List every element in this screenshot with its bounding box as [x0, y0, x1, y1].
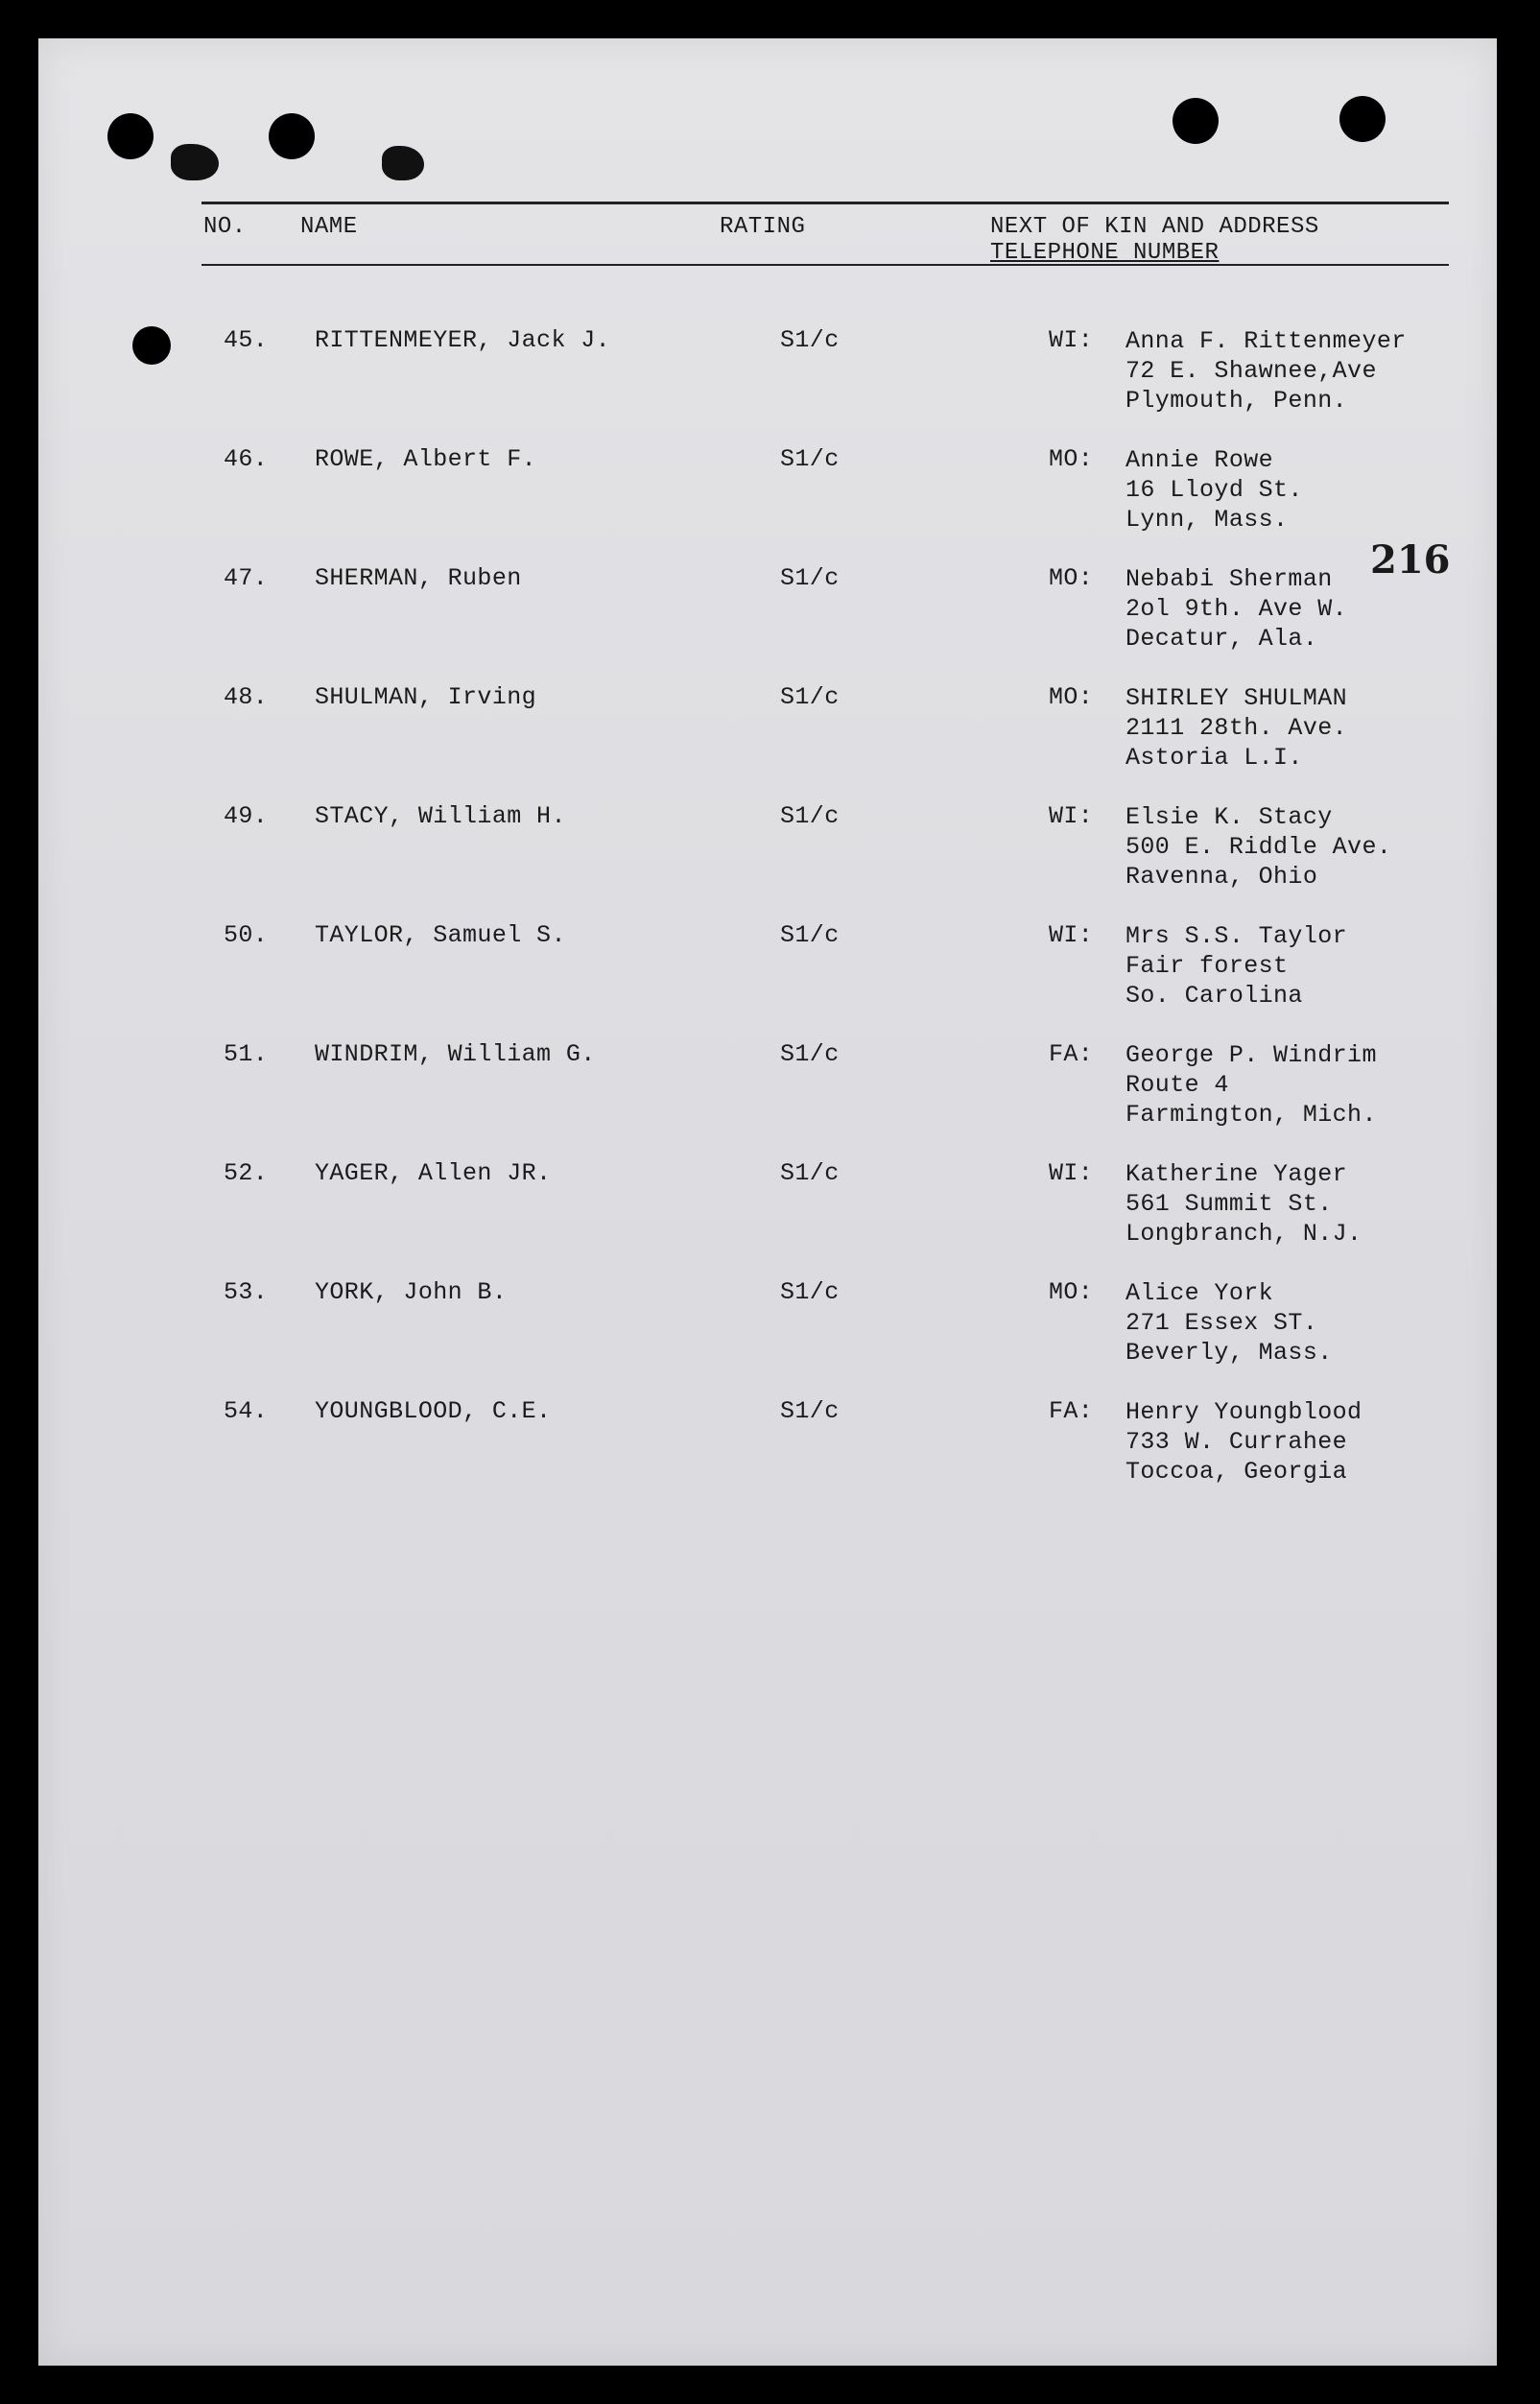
- punch-hole: [107, 113, 154, 159]
- row-name: WINDRIM, William G.: [315, 1040, 596, 1068]
- row-name: YOUNGBLOOD, C.E.: [315, 1397, 552, 1425]
- table-row: [38, 564, 1497, 683]
- table-row: [38, 683, 1497, 802]
- row-name: YAGER, Allen JR.: [315, 1159, 552, 1187]
- ink-smudge: [382, 146, 424, 180]
- address-line: Nebabi Sherman: [1125, 565, 1333, 593]
- row-address: [1125, 445, 1303, 535]
- row-relation: FA:: [1049, 1040, 1094, 1068]
- row-relation: WI:: [1049, 326, 1094, 354]
- address-line: 500 E. Riddle Ave.: [1125, 833, 1392, 861]
- row-name: RITTENMEYER, Jack J.: [315, 326, 611, 354]
- row-rating: S1/c: [780, 1159, 840, 1187]
- punch-hole: [1339, 96, 1386, 142]
- address-line: George P. Windrim: [1125, 1041, 1377, 1069]
- row-relation: MO:: [1049, 683, 1094, 711]
- address-line: Toccoa, Georgia: [1125, 1458, 1348, 1486]
- header-top-rule: [201, 202, 1449, 204]
- row-number: 54.: [224, 1397, 269, 1425]
- row-name: STACY, William H.: [315, 802, 566, 830]
- row-address: [1125, 326, 1407, 416]
- address-line: Route 4: [1125, 1071, 1229, 1099]
- address-line: Beverly, Mass.: [1125, 1339, 1333, 1367]
- row-number: 49.: [224, 802, 269, 830]
- address-line: 2ol 9th. Ave W.: [1125, 595, 1348, 623]
- row-rating: S1/c: [780, 564, 840, 592]
- row-address: [1125, 921, 1347, 1011]
- address-line: 561 Summit St.: [1125, 1190, 1333, 1218]
- table-row: [38, 1159, 1497, 1278]
- row-number: 50.: [224, 921, 269, 949]
- column-header-no: NO.: [203, 214, 247, 240]
- address-line: Longbranch, N.J.: [1125, 1220, 1362, 1248]
- row-number: 51.: [224, 1040, 269, 1068]
- table-row: [38, 326, 1497, 445]
- row-address: [1125, 1278, 1333, 1368]
- row-name: YORK, John B.: [315, 1278, 508, 1306]
- address-line: Anna F. Rittenmeyer: [1125, 327, 1407, 355]
- page-number: 216: [1370, 537, 1451, 583]
- table-row: [38, 445, 1497, 564]
- row-number: 52.: [224, 1159, 269, 1187]
- address-line: 16 Lloyd St.: [1125, 476, 1303, 504]
- address-line: 733 W. Currahee: [1125, 1428, 1348, 1456]
- address-line: Katherine Yager: [1125, 1160, 1348, 1188]
- roster-table: [38, 326, 1497, 1516]
- row-number: 48.: [224, 683, 269, 711]
- address-line: Astoria L.I.: [1125, 744, 1303, 772]
- row-address: [1125, 802, 1391, 892]
- row-number: 47.: [224, 564, 269, 592]
- punch-hole: [1173, 98, 1219, 144]
- table-row: [38, 802, 1497, 921]
- row-address: [1125, 683, 1347, 773]
- row-number: 45.: [224, 326, 269, 354]
- row-number: 46.: [224, 445, 269, 473]
- row-relation: MO:: [1049, 564, 1094, 592]
- address-line: Mrs S.S. Taylor: [1125, 922, 1348, 950]
- row-relation: WI:: [1049, 802, 1094, 830]
- column-header-name: NAME: [300, 214, 358, 240]
- punch-hole: [269, 113, 315, 159]
- row-relation: FA:: [1049, 1397, 1094, 1425]
- table-row: [38, 1397, 1497, 1516]
- address-line: SHIRLEY SHULMAN: [1125, 684, 1348, 712]
- row-rating: S1/c: [780, 802, 840, 830]
- address-line: 72 E. Shawnee,Ave: [1125, 357, 1377, 385]
- row-rating: S1/c: [780, 921, 840, 949]
- row-address: [1125, 1159, 1362, 1249]
- column-header-rating: RATING: [720, 214, 806, 240]
- address-line: Fair forest: [1125, 952, 1289, 980]
- row-address: [1125, 1040, 1377, 1130]
- row-rating: S1/c: [780, 1397, 840, 1425]
- row-rating: S1/c: [780, 445, 840, 473]
- row-rating: S1/c: [780, 1040, 840, 1068]
- row-relation: WI:: [1049, 921, 1094, 949]
- address-line: 2111 28th. Ave.: [1125, 714, 1348, 742]
- row-name: TAYLOR, Samuel S.: [315, 921, 566, 949]
- address-line: Alice York: [1125, 1279, 1274, 1307]
- row-rating: S1/c: [780, 326, 840, 354]
- table-row: [38, 1278, 1497, 1397]
- address-line: Farmington, Mich.: [1125, 1101, 1377, 1129]
- address-line: Plymouth, Penn.: [1125, 387, 1348, 415]
- row-name: SHERMAN, Ruben: [315, 564, 522, 592]
- column-header-next-of-kin: NEXT OF KIN AND ADDRESS TELEPHONE NUMBER: [990, 214, 1319, 266]
- row-relation: MO:: [1049, 1278, 1094, 1306]
- address-line: Ravenna, Ohio: [1125, 863, 1318, 891]
- row-relation: WI:: [1049, 1159, 1094, 1187]
- address-line: Annie Rowe: [1125, 446, 1274, 474]
- address-line: Decatur, Ala.: [1125, 625, 1318, 653]
- address-line: So. Carolina: [1125, 982, 1303, 1010]
- row-name: ROWE, Albert F.: [315, 445, 537, 473]
- row-address: [1125, 1397, 1362, 1487]
- row-name: SHULMAN, Irving: [315, 683, 537, 711]
- address-line: Lynn, Mass.: [1125, 506, 1289, 534]
- ink-smudge: [171, 144, 219, 180]
- row-number: 53.: [224, 1278, 269, 1306]
- address-line: Elsie K. Stacy: [1125, 803, 1333, 831]
- address-line: Henry Youngblood: [1125, 1398, 1362, 1426]
- document-page: [38, 38, 1497, 2366]
- row-address: [1125, 564, 1347, 654]
- table-row: [38, 1040, 1497, 1159]
- table-row: [38, 921, 1497, 1040]
- row-relation: MO:: [1049, 445, 1094, 473]
- row-rating: S1/c: [780, 683, 840, 711]
- address-line: 271 Essex ST.: [1125, 1309, 1318, 1337]
- row-rating: S1/c: [780, 1278, 840, 1306]
